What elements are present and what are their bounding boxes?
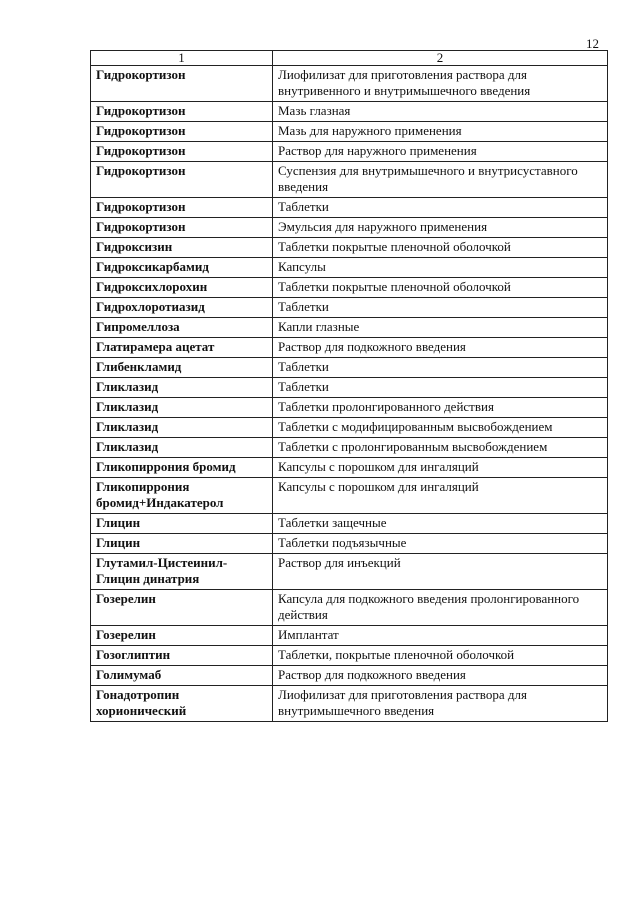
drug-name-cell: Гидроксизин: [91, 238, 273, 258]
table-row: [91, 318, 608, 338]
table-row: [91, 142, 608, 162]
table-row: [91, 298, 608, 318]
table-row: [91, 162, 608, 198]
table-row: [91, 478, 608, 514]
drug-name-cell: Гликлазид: [91, 418, 273, 438]
table-row: [91, 278, 608, 298]
dosage-form-cell: Раствор для инъекций: [273, 554, 608, 590]
table-row: [91, 626, 608, 646]
drug-name-cell: Гозерелин: [91, 590, 273, 626]
table-row: [91, 590, 608, 626]
dosage-form-cell: Таблетки: [273, 378, 608, 398]
drug-name-cell: Глатирамера ацетат: [91, 338, 273, 358]
drug-name-cell: Гозоглиптин: [91, 646, 273, 666]
dosage-form-cell: Таблетки с пролонгированным высвобождением: [273, 438, 608, 458]
dosage-form-cell: Таблетки с модифицированным высвобождением: [273, 418, 608, 438]
drug-name-cell: Гликлазид: [91, 398, 273, 418]
table-row: [91, 258, 608, 278]
table-row: [91, 218, 608, 238]
dosage-form-cell: Суспензия для внутримышечного и внутрисуставного введения: [273, 162, 608, 198]
dosage-form-cell: Таблетки, покрытые пленочной оболочкой: [273, 646, 608, 666]
drug-name-cell: Гидрокортизон: [91, 162, 273, 198]
table-row: [91, 398, 608, 418]
dosage-form-cell: Раствор для наружного применения: [273, 142, 608, 162]
page-number: 12: [586, 36, 599, 51]
table-row: [91, 686, 608, 722]
dosage-form-cell: Имплантат: [273, 626, 608, 646]
table-row: [91, 534, 608, 554]
dosage-form-cell: Лиофилизат для приготовления раствора для внутривенного и внутримышечного введения: [273, 66, 608, 102]
dosage-form-cell: Эмульсия для наружного применения: [273, 218, 608, 238]
table-row: [91, 358, 608, 378]
drug-name-cell: Гидрокортизон: [91, 198, 273, 218]
drug-name-cell: Глутамил-Цистеинил-Глицин динатрия: [91, 554, 273, 590]
dosage-form-cell: Капсулы с порошком для ингаляций: [273, 458, 608, 478]
dosage-form-cell: Мазь для наружного применения: [273, 122, 608, 142]
drug-name-cell: Гонадотропин хорионический: [91, 686, 273, 722]
table-row: [91, 66, 608, 102]
drug-name-cell: Гликопиррония бромид: [91, 458, 273, 478]
drug-name-cell: Гозерелин: [91, 626, 273, 646]
drug-name-cell: Гидроксихлорохин: [91, 278, 273, 298]
drug-name-cell: Глицин: [91, 534, 273, 554]
dosage-form-cell: Лиофилизат для приготовления раствора для внутримышечного введения: [273, 686, 608, 722]
table-row: [91, 122, 608, 142]
dosage-form-cell: Капли глазные: [273, 318, 608, 338]
dosage-form-cell: Таблетки: [273, 298, 608, 318]
drug-name-cell: Гидрокортизон: [91, 142, 273, 162]
dosage-form-cell: Таблетки покрытые пленочной оболочкой: [273, 278, 608, 298]
column-header-1: 1: [91, 51, 273, 66]
dosage-form-cell: Капсула для подкожного введения пролонгированного действия: [273, 590, 608, 626]
drug-name-cell: Гидрокортизон: [91, 218, 273, 238]
table-row: [91, 102, 608, 122]
drug-name-cell: Глицин: [91, 514, 273, 534]
table-row: [91, 438, 608, 458]
table-header-row: [91, 51, 608, 66]
drug-name-cell: Гидрохлоротиазид: [91, 298, 273, 318]
table-row: [91, 418, 608, 438]
drug-name-cell: Гидрокортизон: [91, 66, 273, 102]
drug-name-cell: Гликлазид: [91, 378, 273, 398]
table-row: [91, 378, 608, 398]
table-row: [91, 338, 608, 358]
dosage-form-cell: Капсулы: [273, 258, 608, 278]
drug-name-cell: Гипромеллоза: [91, 318, 273, 338]
table-row: [91, 666, 608, 686]
dosage-form-cell: Таблетки защечные: [273, 514, 608, 534]
table-row: [91, 238, 608, 258]
table-row: [91, 646, 608, 666]
drug-table: [90, 50, 608, 722]
drug-name-cell: Голимумаб: [91, 666, 273, 686]
dosage-form-cell: Таблетки подъязычные: [273, 534, 608, 554]
dosage-form-cell: Раствор для подкожного введения: [273, 338, 608, 358]
drug-name-cell: Гликопиррония бромид+Индакатерол: [91, 478, 273, 514]
column-header-2: 2: [273, 51, 608, 66]
drug-name-cell: Гидрокортизон: [91, 122, 273, 142]
drug-name-cell: Глибенкламид: [91, 358, 273, 378]
dosage-form-cell: Капсулы с порошком для ингаляций: [273, 478, 608, 514]
table-row: [91, 458, 608, 478]
drug-name-cell: Гидроксикарбамид: [91, 258, 273, 278]
dosage-form-cell: Мазь глазная: [273, 102, 608, 122]
table-row: [91, 198, 608, 218]
dosage-form-cell: Таблетки пролонгированного действия: [273, 398, 608, 418]
drug-name-cell: Гликлазид: [91, 438, 273, 458]
dosage-form-cell: Таблетки покрытые пленочной оболочкой: [273, 238, 608, 258]
drug-name-cell: Гидрокортизон: [91, 102, 273, 122]
dosage-form-cell: Раствор для подкожного введения: [273, 666, 608, 686]
table-row: [91, 514, 608, 534]
dosage-form-cell: Таблетки: [273, 358, 608, 378]
table-row: [91, 554, 608, 590]
dosage-form-cell: Таблетки: [273, 198, 608, 218]
